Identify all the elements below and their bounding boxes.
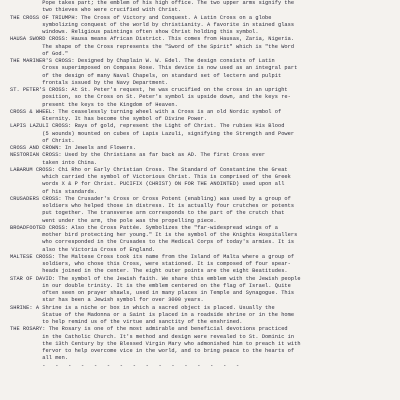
text-line: soldiers, who chose this Cross, were stationed. It is composed of four spear- [10,261,291,267]
text-line: STAR OF DAVID: The symbol of the Jewish faith. We share this emblem with the Jewish people [10,275,301,282]
text-line: CROSS AND CROWN: In Jewels and Flowers. [10,145,136,151]
text-line: HAUSA SWORD CROSS: Hausa means African District. This comes from Hausas, Zaria, Nigeria. [10,36,295,43]
text-line: THE MARINER'S CROSS: Designed by Chaplain W. W. Edel. The design consists of Latin [10,58,275,64]
text-line: NESTORIAN CROSS: Used by the Christians as far back as AD. The first Cross ever [10,152,266,159]
text-line: frontals issued by the Navy Department. [10,79,169,86]
text-line: went under the arm, the pole was the propelling piece. [10,217,217,224]
text-line: symbolizing conquest of the world by christianity. A favorite in stained glass [10,21,295,28]
text-line: words X & P for Christ. PUCIFIX (CHRIST) ON FOR THE ANOINTED) used upon all [10,181,285,188]
text-line: SHRINE: A Shrine is a niche or box in which a sacred object is placed. Usually the [10,304,275,311]
text-line: Eternity. It has become the symbol of Divine Power. [10,116,207,122]
text-line: BROADFOOTED CROSS: Also the Cross Pattée. Symbolizes the "far-widespread wings of a [10,224,278,231]
text-line: LABARUM CROSS: Chi Rho or Early Christian Cross. The Standard of Constantine the Great [10,166,288,173]
text-line: who corresponded in the Crusades to the Medical Corps of today's armies. It is [10,239,295,246]
text-line: all men. [10,355,69,362]
text-line: position, so the Cross on St. Peter's symbol is upside down, and the keys re- [10,94,291,101]
text-line: MALTESE CROSS: The Maltese Cross took its name from the Island of Malta where a group of [10,253,295,260]
text-line: CRUSADERS CROSS: The Crusader's Cross or Cross Potent (enabling) was used by a group of [10,195,291,202]
text-line: of his standards. [10,188,98,195]
text-line: fervor to help overcome vice in the world, and to bring peace to the hearts of [10,348,295,354]
text-line: Statue of the Madonna or a Saint is placed in a roadside shrine or in the home [10,311,295,318]
text-line: LAPIS LAZULI CROSS: Rays of gold, represent the Light of Christ. The rubies His Blood [10,123,285,130]
text-line: (5 wounds) mounted on cubes of Lapis Lazuli, signifying the Strength and Power [10,130,295,137]
text-line: ST. PETER'S CROSS: At St. Peter's request, he was crucified on the cross in an upright [10,87,288,93]
text-line: soldiers who helped those in distress. It is actually four crutches or potents [10,203,295,209]
text-line: THE CROSS OF TRIUMPH: The Cross of Victory and Conquest. A Latin Cross on a globe [10,14,272,21]
text-line: in the Catholic Church. It's method and design were revealed to St. Dominic in [10,333,295,340]
text-line: heads joined in the center. The eight outer points are the eight Beatitudes. [10,268,288,275]
text-line: often seen on prayer shawls, used in many places in Temple and Synagogue. This [10,290,295,296]
text-line: star has been a Jewish symbol for over 3000 years. [10,297,204,304]
text-line: CROSS & WHEEL: The ceaselessly turning wheel with a Cross is an old Nordic symbol of [10,108,282,115]
text-line: in our double trinity. It is the emblem centered on the flag of Israel. Quite [10,282,291,289]
text-line: two thieves who were crucified with Christ. [10,7,182,14]
text-line: present the keys to the Kingdom of Heaven. [10,101,178,108]
text-line: of Christ. [10,137,75,144]
text-line: windows. Religious paintings often show Christ holding this symbol. [10,29,259,35]
text-line: to help remind us of the virtue and sanctity of the enshrined. [10,319,243,325]
text-line: of the design of many Naval Chapels, on standard set of lectern and pulpit [10,72,282,79]
text-line: of God." [10,50,69,57]
text-line: taken into China. [10,159,98,166]
text-line: The shape of the Cross represents the "Sword of the Spirit" which is "the Word [10,43,295,50]
text-line: put together. The transverse arm corresponds to the part of the crutch that [10,210,285,217]
text-line: the 13th Century by the Blessed Virgin Mary who admonished him to preach it with [10,340,301,347]
text-line: Cross superimposed on Compass Rose. This device is now used as an integral part [10,65,298,72]
text-line: mother bird protecting her young." It is the symbol of the Knights Hospitallers [10,232,298,238]
text-line: - - - - - - - - - - - - - - - - [10,362,240,369]
text-line: THE ROSARY: The Rosary is one of the most admirable and beneficial devotions practiced [10,326,288,333]
text-line: which carried the symbol of Victorious Christ. This is comprised of the Greek [10,174,291,180]
text-line: Pope takes part; the emblem of his high office. The two upper arms signify the [10,0,295,6]
text-line: also the Victoria Cross of England. [10,246,156,253]
